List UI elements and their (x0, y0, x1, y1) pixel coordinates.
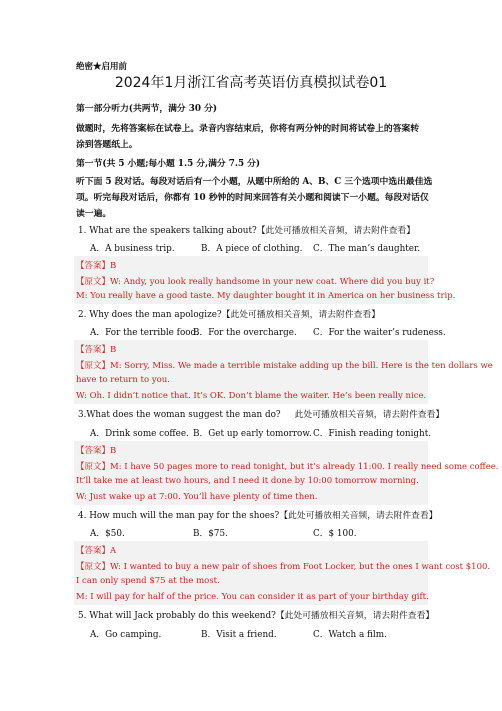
question-2 (78, 307, 380, 320)
part1-heading: 第一部分听力(共两节，满分 30 分) (76, 104, 218, 114)
transcript-3-line-3: W: Just wake up at 7:00. You’ll have plenty of time then. (76, 492, 318, 502)
audio-note: 【此处可播放相关音频，请去附件查看】 (256, 226, 416, 236)
answer-2: 【答案】B (76, 345, 117, 355)
instructions-line-1: 做题时，先将答案标在试卷上。录音内容结束后，你将有两分钟的时间将试卷上的答案转 (76, 124, 420, 134)
question-1 (78, 223, 415, 236)
question-3 (78, 407, 444, 420)
question-text: 5. What will Jack probably do this weekend? (78, 611, 276, 621)
transcript-1-line-2: M: You really have a good taste. My daughter bought it in America on her business trip. (76, 291, 456, 301)
question-text: 3.What does the woman suggest the man do? (78, 410, 281, 420)
option-b: B．Get up early tomorrow. (193, 429, 312, 439)
option-a: A．Drink some coffee. (90, 429, 189, 439)
option-b: B．$75. (193, 529, 228, 539)
option-c: C．Watch a film. (313, 630, 387, 640)
option-a: A．$50. (90, 529, 125, 539)
transcript-4-line-3: M: I will pay for half of the price. You can consider it as part of your birthday gift. (76, 592, 429, 602)
option-c: C．For the waiter’s rudeness. (313, 328, 446, 338)
section1-heading: 第一节(共 5 小题;每小题 1.5 分,满分 7.5 分) (76, 159, 261, 169)
option-b: B．For the overcharge. (193, 328, 297, 338)
option-a: A．Go camping. (90, 630, 162, 640)
confidential-label: 绝密★启用前 (76, 62, 128, 72)
option-c: C．$ 100. (313, 529, 357, 539)
option-b: B．Visit a friend. (201, 630, 277, 640)
question-text: 2. Why does the man apologize? (78, 310, 222, 320)
option-b: B．A piece of clothing. (201, 244, 303, 254)
answer-3: 【答案】B (76, 446, 117, 456)
transcript-3-line-2: It’ll take me at least two hours, and I need it done by 10:00 tomorrow morning. (76, 476, 419, 486)
option-a: A．For the terrible food. (90, 328, 199, 338)
transcript-4-line-2: I can only spend $75 at the most. (76, 576, 220, 586)
transcript-2-line-2: have to return to you. (76, 375, 170, 385)
answer-1: 【答案】B (76, 261, 117, 271)
audio-note: 【此处可播放相关音频，请去附件查看】 (275, 611, 435, 621)
option-a: A．A business trip. (90, 244, 175, 254)
audio-note: 此处可播放相关音频，请去附件查看】 (294, 410, 445, 420)
question-5 (78, 608, 434, 621)
question-4 (78, 508, 438, 521)
section1-instr-2: 项。听完每段对话后，你都有 10 秒钟的时间来回答有关小题和阅读下一小题。每段对话仅 (76, 193, 429, 203)
page-title: 2024年1月浙江省高考英语仿真模拟试卷01 (114, 75, 388, 91)
transcript-2-line-3: W: Oh. I didn’t notice that. It’s OK. Don’t blame the waiter. He’s been really nice. (76, 391, 427, 401)
audio-note: 【此处可播放相关音频，请去附件查看】 (221, 310, 381, 320)
section1-instr-1: 听下面 5 段对话。每段对话后有一个小题，从题中所给的 A、B、C 三个选项中选出最佳选 (76, 177, 433, 187)
transcript-3-line-1: 【原文】M: I have 50 pages more to read tonight, but it’s already 11:00. I really need some coffee. (76, 462, 499, 472)
answer-4: 【答案】A (76, 546, 117, 556)
audio-note: 【此处可播放相关音频，请去附件查看】 (279, 511, 438, 521)
transcript-2-line-1: 【原文】M: Sorry, Miss. We made a terrible mistake adding up the bill. Here is the ten dollars we (76, 361, 493, 371)
instructions-line-2: 涂到答题纸上。 (76, 140, 138, 150)
section1-instr-3: 读一遍。 (76, 209, 112, 219)
transcript-1-line-1: 【原文】W: Andy, you look really handsome in your new coat. Where did you buy it? (76, 277, 435, 287)
option-c: C．Finish reading tonight. (313, 429, 432, 439)
question-text: 4. How much will the man pay for the shoes? (78, 511, 280, 521)
transcript-4-line-1: 【原文】W: I wanted to buy a new pair of shoes from Foot Locker, but the ones I want cost $100. (76, 562, 491, 572)
option-c: C．The man’s daughter. (313, 244, 421, 254)
question-text: 1. What are the speakers talking about? (78, 226, 257, 236)
